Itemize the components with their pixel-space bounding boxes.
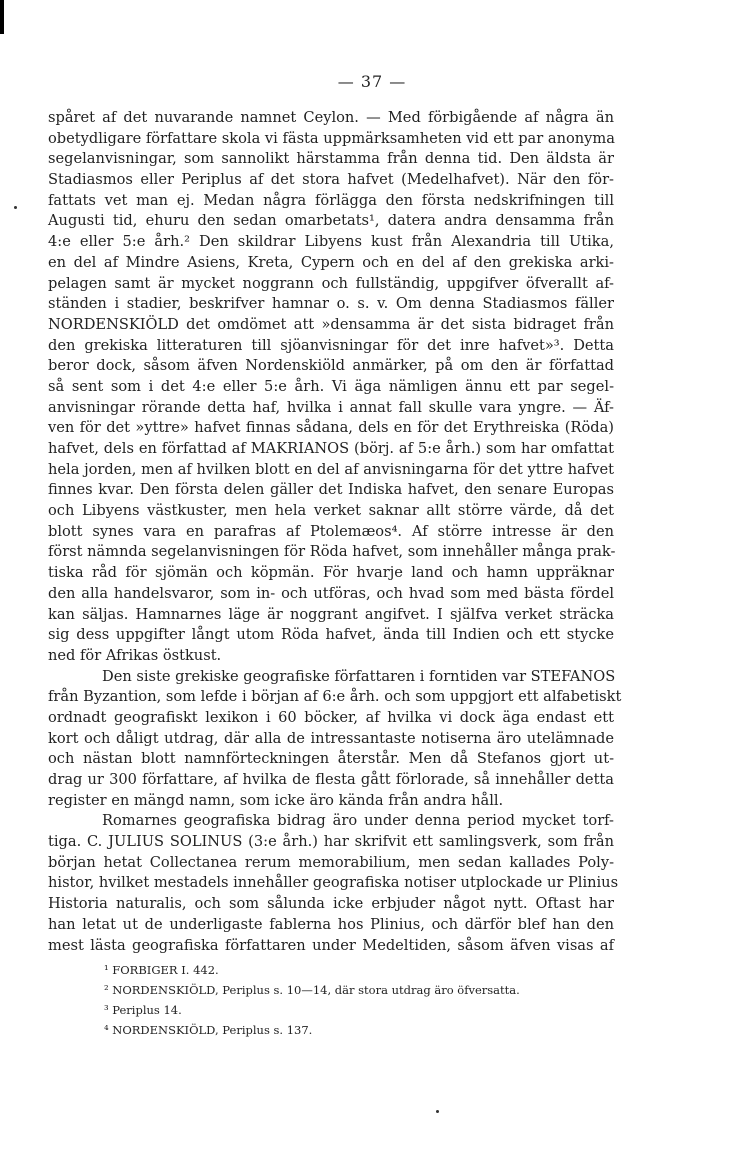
text-line: beror dock, såsom äfven Nordenskiöld anmärker, på om den är författad — [48, 357, 614, 375]
text-line: den grekiska litteraturen till sjöanvisningar för det inre hafvet»³. Detta — [48, 336, 614, 354]
text-line: mest lästa geografiska författaren under Medeltiden, såsom äfven visas af — [48, 936, 614, 954]
text-line: drag ur 300 författare, af hvilka de flesta gått förlorade, så innehåller detta — [48, 771, 614, 788]
footnote: ² NORDENSKIÖLD, Periplus s. 10—14, där stora utdrag äro öfversatta. — [104, 983, 520, 997]
text-line: Stadiasmos eller Periplus af det stora hafvet (Medelhafvet). När den för- — [48, 171, 614, 189]
text-line: segelanvisningar, som sannolikt härstamma från denna tid. Den äldsta är — [48, 150, 614, 168]
text-line: hela jorden, men af hvilken blott en del af anvisningarna för det yttre hafvet — [48, 460, 614, 478]
footnote: ¹ FORBIGER I. 442. — [104, 963, 219, 977]
text-line: sig dess uppgifter långt utom Röda hafvet, ända till Indien och ett stycke — [48, 626, 614, 644]
text-line: pelagen samt är mycket noggrann och fullständig, uppgifver öfverallt af- — [48, 274, 614, 292]
scan-speck — [436, 1110, 439, 1113]
text-line: fattats vet man ej. Medan några förlägga den första nedskrifningen till — [48, 191, 614, 209]
text-line: från Byzantion, som lefde i början af 6:e årh. och som uppgjort ett alfabetiskt — [48, 688, 622, 706]
page-number: — 37 — — [337, 72, 407, 91]
text-line: finnes kvar. Den första delen gäller det Indiska hafvet, den senare Europas — [48, 481, 614, 499]
scan-edge-mark — [0, 0, 4, 34]
footnotes — [104, 960, 564, 1040]
text-line: och Libyens västkuster, men hela verket saknar allt större värde, då det — [48, 502, 614, 520]
text-line: början hetat Collectanea rerum memorabilium, men sedan kallades Poly- — [48, 853, 614, 871]
body-text — [48, 108, 622, 956]
footnote: ³ Periplus 14. — [104, 1003, 182, 1017]
text-line: och nästan blott namnförteckningen återstår. Men då Stefanos gjort ut- — [48, 750, 614, 768]
text-line: ständen i stadier, beskrifver hamnar o. s. v. Om denna Stadiasmos fäller — [48, 295, 614, 313]
text-line: tiga. C. JULIUS SOLINUS (3:e årh.) har skrifvit ett samlingsverk, som från — [48, 833, 614, 851]
text-line: så sent som i det 4:e eller 5:e årh. Vi äga nämligen ännu ett par segel- — [48, 377, 614, 395]
text-line: ven för det »yttre» hafvet finnas sådana, dels en för det Erythreiska (Röda) — [48, 419, 614, 437]
text-line: Den siste grekiske geografiske författaren i forntiden var STEFANOS — [102, 667, 616, 685]
text-line: ned för Afrikas östkust. — [48, 646, 222, 664]
text-line: 4:e eller 5:e årh.² Den skildrar Libyens kust från Alexandria till Utika, — [48, 233, 614, 251]
text-line: Augusti tid, ehuru den sedan omarbetats¹, datera andra densamma från — [48, 212, 614, 230]
text-line: register en mängd namn, som icke äro kända från andra håll. — [48, 791, 504, 809]
text-line: spåret af det nuvarande namnet Ceylon. — Med förbigående af några än — [48, 109, 614, 126]
text-line: histor, hvilket mestadels innehåller geografiska notiser utplockade ur Plinius — [48, 874, 619, 892]
text-line: Historia naturalis, och som sålunda icke erbjuder något nytt. Oftast har — [48, 895, 614, 913]
text-line: obetydligare författare skola vi fästa uppmärksamheten vid ett par anonyma — [48, 129, 615, 147]
text-line: Romarnes geografiska bidrag äro under denna period mycket torf- — [102, 812, 614, 830]
text-line: kan säljas. Hamnarnes läge är noggrant angifvet. I själfva verket sträcka — [48, 605, 614, 623]
text-line: ordnadt geografiskt lexikon i 60 böcker, af hvilka vi dock äga endast ett — [48, 708, 614, 726]
text-line: först nämnda segelanvisningen för Röda hafvet, som innehåller många prak- — [48, 543, 616, 561]
text-line: han letat ut de underligaste fablerna hos Plinius, och därför blef han den — [48, 915, 614, 933]
scan-speck — [14, 206, 17, 209]
text-line: kort och dåligt utdrag, där alla de intressantaste notiserna äro utelämnade — [48, 729, 614, 747]
text-line: blott synes vara en parafras af Ptolemæos⁴. Af större intresse är den — [48, 522, 614, 540]
text-line: en del af Mindre Asiens, Kreta, Cypern och en del af den grekiska arki- — [48, 253, 614, 271]
text-line: tiska råd för sjömän och köpmän. För hvarje land och hamn uppräknar — [48, 564, 614, 582]
text-line: den alla handelsvaror, som in- och utföras, och hvad som med bästa fördel — [48, 584, 614, 602]
footnote: ⁴ NORDENSKIÖLD, Periplus s. 137. — [104, 1023, 313, 1037]
text-line: NORDENSKIÖLD det omdömet att »densamma är det sista bidraget från — [48, 315, 614, 333]
text-line: anvisningar rörande detta haf, hvilka i annat fall skulle vara yngre. — Äf- — [48, 398, 614, 416]
text-line: hafvet, dels en författad af MAKRIANOS (börj. af 5:e årh.) som har omfattat — [48, 440, 614, 457]
